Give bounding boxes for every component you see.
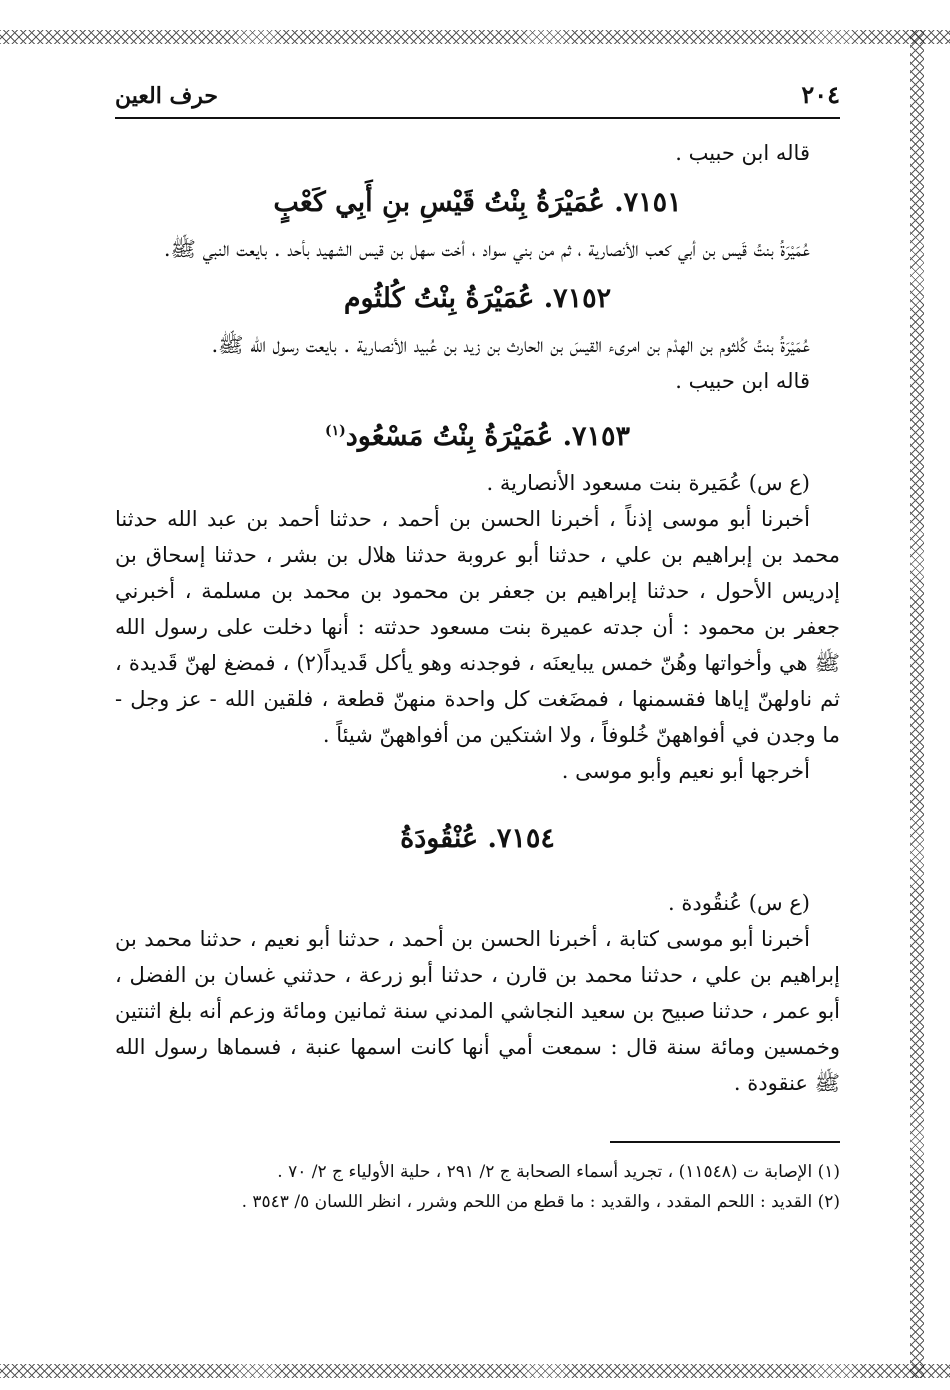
book-page	[115, 80, 840, 1360]
page-number: ٢٠٤	[801, 80, 840, 109]
entry-title-7153-text: ٧١٥٣. عُمَيْرَةُ بِنْتُ مَسْعُود	[345, 421, 631, 452]
footnote-ref-1: (١)	[324, 423, 346, 439]
entry-after-7153: أخرجها أبو نعيم وأبو موسى .	[561, 759, 810, 783]
entry-title-7152: ٧١٥٢. عُمَيْرَةُ بِنْتُ كُلثُوم	[343, 283, 612, 314]
entry-title-7151: ٧١٥١. عُمَيْرَةُ بِنْتُ قَيْسِ بنِ أَبِي كَعْبٍ	[273, 187, 682, 218]
footnote-1: (١) الإصابة ت (١١٥٤٨) ، تجريد أسماء الصحابة ج ٢/ ٢٩١ ، حلية الأولياء ج ٢/ ٧٠ .	[277, 1162, 840, 1182]
entry-text-7154: أخبرنا أبو موسى كتابة ، أخبرنا الحسن بن أحمد ، حدثنا أبو نعيم ، حدثنا محمد بن إبراهيم بن علي ، حدثنا محمد بن قارن ، حدثنا أبو زرعة ، حدثني غسان بن الفضل ، أبو عمر ، حدثنا صبيح بن سعيد النجاشي المدني سنة ثمانين ومائة وزعم أنه بلغ اثنتين وخمسين ومائة سنة قال : سمعت أمي أنها كانت اسمها عنبة ، فسماها رسول الله ﷺ عنقودة .	[115, 927, 840, 1095]
entry-text-7152: عُمَيْرَةُ بنتُ كُلثوم بن الهدْم بن امرىء القيسَ بن الحارث بن زيد بن عُبيد الأنصارية . بايعت رسول الله ﷺ.	[211, 333, 810, 357]
page-header	[115, 80, 840, 119]
entry-text-7151: عُمَيْرَةُ بنتُ قَيس بن أبي كعب الأنصارية ، ثم من بني سواد ، أخت سهل بن قيس الشهيد بأحد . بايعت النبي ﷺ.	[163, 237, 810, 261]
entry-line1-7153: (ع س) عُمَيرة بنت مسعود الأنصارية .	[486, 471, 810, 495]
entry-title-7154: ٧١٥٤. عُنْقُودَةُ	[400, 823, 555, 854]
page-body	[115, 135, 840, 1101]
section-title: حرف العين	[115, 83, 219, 109]
footnote-rule	[610, 1141, 840, 1143]
entry-text-7153: أخبرنا أبو موسى إذناً ، أخبرنا الحسن بن أحمد ، حدثنا أحمد بن عبد الله حدثنا محمد بن إبراهيم بن علي ، حدثنا أبو عروبة حدثنا هلال بن بشر ، حدثنا إسحاق بن إدريس الأحول ، حدثنا إبراهيم بن جعفر بن محمود بن محمد بن مسلمة ، أخبرني جعفر بن محمود : أن جدته عميرة بنت مسعود حدثته : أنها دخلت على رسول الله ﷺ هي وأخواتها وهُنّ خمس يبايعنَه ، فوجدنه وهو يأكل قَديداً(٢) ، فمضغ لهنّ قَديدة ، ثم ناولهنّ إياها فقسمنها ، فمضَغت كل واحدة منهنّ قطعة ، فلقين الله - عز وجل - ما وجدن في أفواههنّ خُلوفاً ، ولا اشتكين من أفواههنّ شيئاً .	[115, 507, 841, 747]
page-border-top	[0, 30, 950, 44]
entry-title-7153	[115, 413, 840, 455]
page-border-right	[910, 30, 924, 1378]
entry-line1-7154: (ع س) عُنقُودة .	[668, 891, 810, 915]
pre-line: قاله ابن حبيب .	[675, 141, 810, 165]
footnotes	[115, 1157, 840, 1217]
entry-after-7152: قاله ابن حبيب .	[675, 369, 810, 393]
page-border-bottom	[0, 1364, 950, 1378]
footnote-2: (٢) القديد : اللحم المقدد ، والقديد : ما قطع من اللحم وشرر ، انظر اللسان ٥/ ٣٥٤٣ .	[241, 1192, 840, 1212]
